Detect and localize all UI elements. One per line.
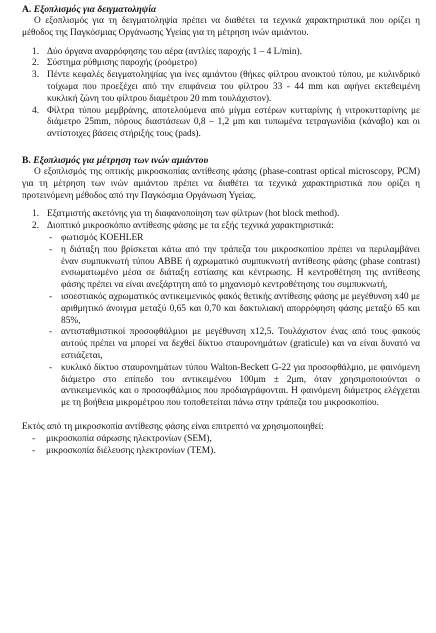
- section-a-heading: [22, 4, 420, 16]
- list-text: μικροσκοπία διέλευσης ηλεκτρονίων (TEM).: [46, 445, 216, 456]
- list-number: 1.: [32, 46, 40, 57]
- list-item: [22, 47, 420, 59]
- list-number: 2.: [32, 221, 40, 232]
- section-b-title: Εξοπλισμός για μέτρηση των ινών αμιάντου: [33, 154, 209, 166]
- list-item: [22, 70, 420, 105]
- section-b-letter: B.: [22, 154, 31, 166]
- spec-item: [47, 233, 420, 245]
- closing-text: Εκτός από τη μικροσκοπία αντίθεσης φάσης είναι επιτρεπτό να χρησιμοποιηθεί:: [22, 421, 324, 432]
- spec-item: [47, 245, 420, 292]
- spec-text: φωτισμός KOEHLER: [61, 232, 144, 243]
- dash-bullet: -: [32, 445, 36, 456]
- section-b-heading: [22, 155, 420, 167]
- list-item: [22, 446, 420, 458]
- spec-item: [47, 292, 420, 327]
- list-text: Σύστημα ρύθμισης παροχής (ροόμετρο): [47, 58, 197, 69]
- list-number: 2.: [32, 58, 40, 69]
- spec-item: [47, 363, 420, 410]
- list-number: 3.: [32, 70, 40, 81]
- list-item: [22, 58, 420, 70]
- section-b-intro: Ο εξοπλισμός της οπτικής μικροσκοπίας αντίθεσης φάσης (phase-contrast optical microscopy, PCM) για τη μέτρηση των ινών αμιάντου πρέπει να διαθέτει τα τεχνικά χαρακτηριστικά που ορίζει η προτεινόμενη μέθοδος από την Παγκόσμια Οργάνωση Υγείας.: [22, 166, 420, 201]
- list-text: Πέντε κεφαλές δειγματοληψίας για ίνες αμιάντου (θήκες φίλτρου ανοικτού τύπου, με κυλινδρικό τοίχωμα που προεξέχει από την επιφάνεια του φίλτρου 33 - 44 mm και αφήνει εκτεθειμένη κυκλική ζώνη του φίλτρου διαμέτρου 20 mm τουλάχιστον).: [47, 70, 420, 104]
- dash-bullet: -: [49, 291, 53, 302]
- dash-bullet: -: [32, 433, 36, 444]
- section-a-title: Εξοπλισμός για δειγματοληψία: [33, 4, 157, 15]
- microscope-spec-list: [47, 233, 420, 410]
- spec-text: αντισταθμιστικοί προσοφθάλμιοι με μεγέθυνση x12,5. Τουλάχιστον ένας από τους φακούς αυτούς πρέπει να μπορεί να δεχθεί δίκτυο σταυρονημάτων (graticule) και να είναι δυνατό να εστιάζεται,: [61, 327, 420, 361]
- document-page: [22, 4, 420, 457]
- section-b-list: [22, 209, 420, 410]
- spec-text: ισοεστιακός αχρωματικός αντικειμενικός φακός θετικής αντίθεσης φάσης με μεγέθυνση x40 με αριθμητικό άνοιγμα μεταξύ 0,65 και 0,70 και δακτυλιακή απορρόφηση φάσης μεταξύ 65 και 85%,: [61, 291, 420, 326]
- dash-bullet: -: [49, 232, 53, 243]
- list-text: Φίλτρα τύπου μεμβράνης, αποτελούμενα από μίγμα εστέρων κυτταρίνης ή νιτροκυτταρίνης με διάμετρο 25mm, πόρους διαστάσεων 0,8 – 1,2 μm και τυπωμένα τετραγωνίδια (κάναβο) και οι αντίστοιχες βάσεις στήριξής τους (pads).: [47, 105, 420, 140]
- list-item: [22, 221, 420, 410]
- list-number: 4.: [32, 105, 40, 116]
- list-text: Εξατμιστής ακετόνης για τη διαφανοποίηση των φίλτρων (hot block method).: [47, 209, 340, 220]
- dash-bullet: -: [49, 327, 53, 338]
- list-text: Διοπτικό μικροσκόπιο αντίθεσης φάσης με τα εξής τεχνικά χαρακτηριστικά:: [47, 221, 334, 232]
- list-text: μικροσκοπία σάρωσης ηλεκτρονίων (SEM),: [46, 433, 212, 444]
- section-a-intro: Ο εξοπλισμός για τη δειγματοληψία πρέπει να διαθέτει τα τεχνικά χαρακτηριστικά που ορίζει η μέθοδος της Παγκόσμιας Οργάνωσης Υγείας για τη μέτρηση ινών αμιάντου.: [22, 16, 420, 38]
- list-item: [22, 434, 420, 446]
- spec-text: κυκλικό δίκτυο σταυρονημάτων τύπου Walton-Beckett G-22 για προσοφθάλμιο, με φαινόμενη διάμετρο στο επίπεδο του αντικειμένου 100μm ± 2μm, όταν χρησιμοποιούνται ο αντικειμενικός και ο προσοφθάλμιος που προδιαγράφονται. Η φαινόμενη διάμετρος ελέγχεται με τη βοήθεια μικρομέτρου που τοποθετείται πάνω στην τράπεζα του μικροσκοπίου.: [61, 362, 420, 409]
- spec-text: η διάταξη που βρίσκεται κάτω από την τράπεζα του μικροσκοπίου πρέπει να περιλαμβάνει έναν συμπυκνωτή τύπου ABBE ή αχρωματικό συμπυκνωτή αντίθεσης φάσης (phase contrast) ενσωματωμένο μέσα σε διάταξη εστίασης και κέντρωσης. Η κεντροθέτηση της αντίθεσης φάσης πρέπει να είναι ανεξάρτητη από το μηχανισμό κεντροθέτησης του συμπυκνωτή,: [61, 244, 420, 291]
- list-item: [22, 106, 420, 141]
- closing-list: [22, 434, 420, 458]
- dash-bullet: -: [49, 362, 53, 373]
- spec-item: [47, 327, 420, 362]
- list-text: Δύο όργανα αναρρόφησης του αέρα (αντλίες παροχής 1 – 4 L/min).: [47, 46, 302, 57]
- dash-bullet: -: [49, 244, 53, 255]
- section-a-letter: A.: [22, 4, 32, 15]
- list-item: [22, 209, 420, 221]
- list-number: 1.: [32, 209, 40, 220]
- section-a-list: [22, 47, 420, 141]
